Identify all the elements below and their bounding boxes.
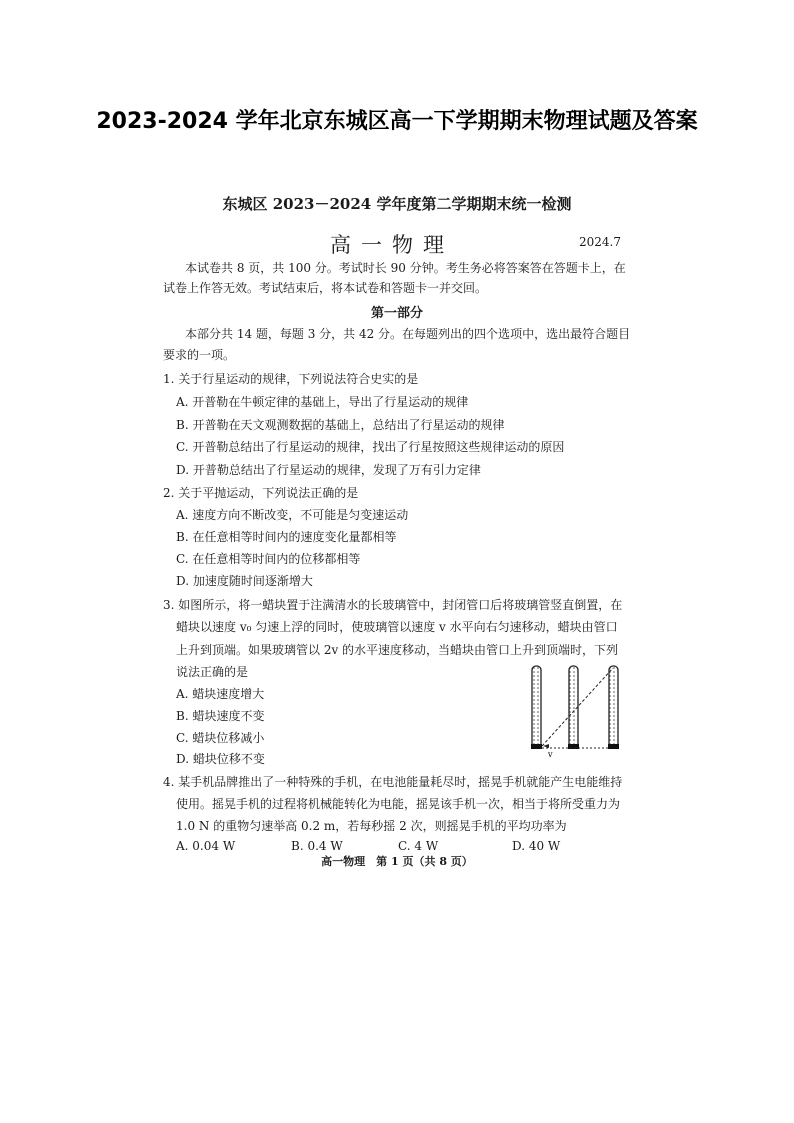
notice-line-1: 本试卷共 8 页，共 100 分。考试时长 90 分钟。考生务必将答案答在答题卡上，在 [185, 261, 626, 275]
q2-stem: 2. 关于平抛运动，下列说法正确的是 [163, 486, 359, 500]
q3-option-d: D. 蜡块位移不变 [176, 752, 265, 766]
q3-stem-line-4: 说法正确的是 [176, 665, 249, 679]
q2-option-b: B. 在任意相等时间内的速度变化量都相等 [176, 530, 397, 544]
part-intro-line-2: 要求的一项。 [163, 348, 236, 362]
q2-option-c: C. 在任意相等时间内的位移都相等 [176, 552, 361, 566]
q4-stem-line-1: 4. 某手机品牌推出了一种特殊的手机，在电池能量耗尽时，摇晃手机就能产生电能维持 [163, 775, 623, 789]
q1-option-a: A. 开普勒在牛顿定律的基础上，导出了行星运动的规律 [176, 395, 469, 409]
q2-option-a: A. 速度方向不断改变，不可能是匀变速运动 [176, 508, 409, 522]
q4-option-c: C. 4 W [398, 839, 439, 853]
subject-title: 高一物理 [330, 233, 454, 257]
document-title: 2023-2024 学年北京东城区高一下学期期末物理试题及答案 [96, 109, 698, 134]
q3-stem-line-1: 3. 如图所示，将一蜡块置于注满清水的长玻璃管中，封闭管口后将玻璃管竖直倒置，在 [163, 598, 623, 612]
q4-stem-line-3: 1.0 N 的重物匀速举高 0.2 m，若每秒摇 2 次，则摇晃手机的平均功率为 [176, 819, 567, 833]
q4-option-b: B. 0.4 W [291, 839, 343, 853]
part-heading: 第一部分 [370, 306, 423, 321]
q4-option-d: D. 40 W [512, 839, 561, 853]
exam-date: 2024.7 [579, 235, 621, 249]
q2-option-d: D. 加速度随时间逐渐增大 [176, 574, 313, 588]
q3-option-b: B. 蜡块速度不变 [176, 709, 265, 723]
glass-tube-figure [520, 662, 630, 758]
exam-title: 东城区 2023－2024 学年度第二学期期末统一检测 [222, 195, 572, 213]
page-footer: 高一物理 第 1 页（共 8 页） [321, 855, 473, 868]
tube-right [608, 666, 619, 749]
q1-option-d: D. 开普勒总结出了行星运动的规律，发现了万有引力定律 [176, 463, 481, 477]
q4-stem-line-2: 使用。摇晃手机的过程将机械能转化为电能，摇晃该手机一次，相当于将所受重力为 [176, 797, 621, 811]
tube-left [531, 666, 542, 749]
q1-option-b: B. 开普勒在天文观测数据的基础上，总结出了行星运动的规律 [176, 418, 505, 432]
q3-option-c: C. 蜡块位移减小 [176, 731, 265, 745]
part-intro-line-1: 本部分共 14 题，每题 3 分，共 42 分。在每题列出的四个选项中，选出最符合题目 [185, 327, 631, 341]
q1-stem: 1. 关于行星运动的规律，下列说法符合史实的是 [163, 372, 419, 386]
q3-stem-line-3: 上升到顶端。如果玻璃管以 2v 的水平速度移动，当蜡块由管口上升到顶端时，下列 [176, 643, 619, 657]
q3-option-a: A. 蜡块速度增大 [176, 687, 265, 701]
q4-option-a: A. 0.04 W [176, 839, 236, 853]
q3-stem-line-2: 蜡块以速度 v₀ 匀速上浮的同时，使玻璃管以速度 v 水平向右匀速移动，蜡块由管口 [176, 620, 618, 634]
q1-option-c: C. 开普勒总结出了行星运动的规律，找出了行星按照这些规律运动的原因 [176, 440, 565, 454]
velocity-label: v [548, 750, 553, 758]
notice-line-2: 试卷上作答无效。考试结束后，将本试卷和答题卡一并交回。 [163, 281, 488, 295]
